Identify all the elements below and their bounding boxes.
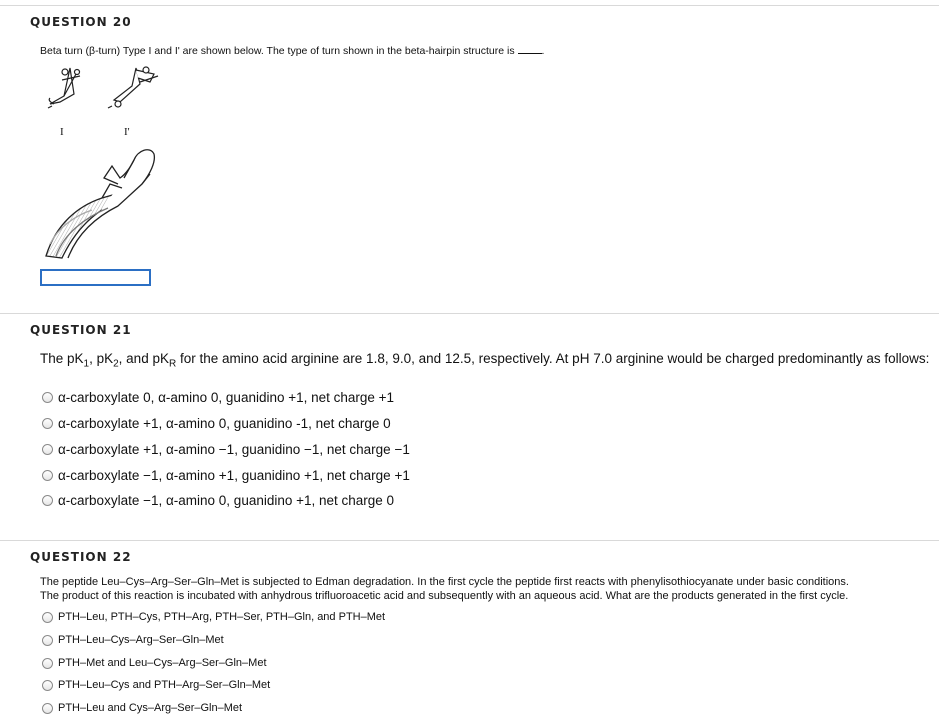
question-20-header <box>0 5 939 36</box>
option-label: α-carboxylate +1, α-amino −1, guanidino −1, net charge −1 <box>58 442 410 457</box>
option-label: PTH–Leu–Cys and PTH–Arg–Ser–Gln–Met <box>58 679 271 691</box>
beta-hairpin-figure <box>38 144 163 262</box>
option-label: PTH–Leu, PTH–Cys, PTH–Arg, PTH–Ser, PTH–Gln, and PTH–Met <box>58 611 386 623</box>
radio-button[interactable] <box>42 703 53 714</box>
option-label: α-carboxylate −1, α-amino +1, guanidino +1, net charge +1 <box>58 468 410 483</box>
option-label: α-carboxylate +1, α-amino 0, guanidino -1, net charge 0 <box>58 416 391 431</box>
option-label: α-carboxylate 0, α-amino 0, guanidino +1, net charge +1 <box>58 390 395 405</box>
option-label: PTH–Met and Leu–Cys–Arg–Ser–Gln–Met <box>58 657 267 669</box>
stem-sub: R <box>168 358 177 370</box>
question-20-stem-end: . <box>541 45 545 57</box>
question-22-option[interactable] <box>42 679 270 691</box>
stem-part: , and pK <box>118 351 169 366</box>
question-22-option[interactable] <box>42 657 267 669</box>
question-21-option[interactable] <box>42 493 394 508</box>
question-21-option[interactable] <box>42 468 410 483</box>
question-22-option[interactable] <box>42 702 242 714</box>
radio-button[interactable] <box>42 612 53 623</box>
question-20-stem <box>40 44 544 58</box>
radio-button[interactable] <box>42 658 53 669</box>
stem-sub: 1 <box>83 358 90 370</box>
beta-turn-type-i-prime-drawing <box>108 67 158 108</box>
question-21-title: QUESTION 21 <box>30 323 132 337</box>
stem-part: The pK <box>40 351 84 366</box>
question-21-option[interactable] <box>42 416 391 431</box>
question-21-header <box>0 313 939 344</box>
hairpin-ribbon-drawing <box>46 150 154 258</box>
beta-turn-type-i-drawing <box>48 68 80 108</box>
radio-button[interactable] <box>42 418 53 429</box>
figure-label-type-i-prime: I' <box>124 126 130 138</box>
stem-sub: 2 <box>113 358 119 370</box>
question-22-option[interactable] <box>42 634 224 646</box>
question-22-stem-line-1: The peptide Leu–Cys–Arg–Ser–Gln–Met is subjected to Edman degradation. In the first cycle the peptide first reacts with phenylisothiocyanate under basic conditions. <box>40 576 849 588</box>
question-20-title: QUESTION 20 <box>30 15 132 29</box>
radio-button[interactable] <box>42 470 53 481</box>
option-label: α-carboxylate −1, α-amino 0, guanidino +1, net charge 0 <box>58 493 395 508</box>
option-label: PTH–Leu and Cys–Arg–Ser–Gln–Met <box>58 702 243 714</box>
question-21-option[interactable] <box>42 390 394 405</box>
radio-button[interactable] <box>42 444 53 455</box>
stem-blank <box>518 44 542 54</box>
option-label: PTH–Leu–Cys–Arg–Ser–Gln–Met <box>58 634 224 646</box>
stem-part: for the amino acid arginine are 1.8, 9.0, and 12.5, respectively. At pH 7.0 arginine would be charged predominantly as follows: <box>176 351 930 366</box>
question-20-answer-input[interactable] <box>40 269 151 286</box>
question-21-option[interactable] <box>42 442 410 457</box>
question-20-stem-text: Beta turn (β-turn) Type I and I' are shown below. The type of turn shown in the beta-hairpin structure is <box>40 45 515 57</box>
figure-label-type-i: I <box>60 126 64 138</box>
question-22-stem-line-2: The product of this reaction is incubated with anhydrous trifluoroacetic acid and subsequently with an aqueous acid. What are the products generated in the first cycle. <box>40 590 849 602</box>
question-22-title: QUESTION 22 <box>30 550 132 564</box>
radio-button[interactable] <box>42 680 53 691</box>
question-21-stem <box>40 349 935 374</box>
radio-button[interactable] <box>42 495 53 506</box>
radio-button[interactable] <box>42 635 53 646</box>
stem-part: , pK <box>89 351 114 366</box>
radio-button[interactable] <box>42 392 53 403</box>
question-22-option[interactable] <box>42 611 385 623</box>
question-22-header <box>0 540 939 571</box>
